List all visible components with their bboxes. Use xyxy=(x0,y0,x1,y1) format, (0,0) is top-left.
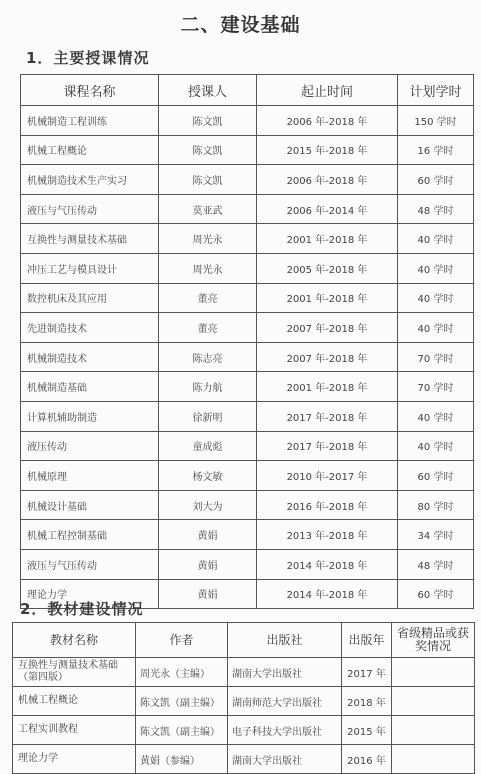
courses-cell: 机械工程概论 xyxy=(21,135,159,165)
courses-cell: 16 学时 xyxy=(398,135,474,165)
courses-cell: 2001 年-2018 年 xyxy=(257,224,398,254)
books-cell: 黄娟（参编） xyxy=(136,745,228,774)
courses-cell: 液压与气压传动 xyxy=(21,549,159,579)
books-cell: 湖南师范大学出版社 xyxy=(228,687,342,716)
courses-cell: 机械制造基础 xyxy=(21,372,159,402)
courses-cell: 陈文凯 xyxy=(159,106,257,136)
books-cell: 机械工程概论 xyxy=(13,687,136,716)
courses-cell: 徐新明 xyxy=(159,401,257,431)
table-row xyxy=(21,165,474,195)
courses-cell: 2017 年-2018 年 xyxy=(257,401,398,431)
books-cell: 理论力学 xyxy=(13,745,136,774)
courses-cell: 刘大为 xyxy=(159,490,257,520)
table-row xyxy=(21,224,474,254)
page-title: 二、建设基础 xyxy=(180,14,301,36)
courses-cell: 2016 年-2018 年 xyxy=(257,490,398,520)
books-header-0: 教材名称 xyxy=(13,623,136,658)
books-cell: 湖南大学出版社 xyxy=(228,745,342,774)
courses-cell: 2005 年-2018 年 xyxy=(257,253,398,283)
books-header-row xyxy=(13,623,475,658)
books-cell: 互换性与测量技术基础（第四版） xyxy=(13,658,136,687)
table-row xyxy=(21,253,474,283)
books-cell: 2017 年 xyxy=(342,658,392,687)
courses-cell: 陈文凯 xyxy=(159,165,257,195)
table-row xyxy=(21,549,474,579)
books-cell xyxy=(392,687,475,716)
courses-cell: 2010 年-2017 年 xyxy=(257,461,398,491)
courses-cell: 董亮 xyxy=(159,283,257,313)
books-cell xyxy=(392,716,475,745)
courses-cell: 液压与气压传动 xyxy=(21,194,159,224)
table-row xyxy=(21,490,474,520)
books-cell: 陈文凯（副主编） xyxy=(136,687,228,716)
courses-cell: 机械制造工程训练 xyxy=(21,106,159,136)
courses-cell: 40 学时 xyxy=(398,313,474,343)
courses-cell: 董亮 xyxy=(159,313,257,343)
courses-cell: 40 学时 xyxy=(398,401,474,431)
books-header-1: 作者 xyxy=(136,623,228,658)
courses-header-row xyxy=(21,75,474,106)
table-row xyxy=(21,106,474,136)
courses-cell: 黄娟 xyxy=(159,579,257,609)
books-cell: 2016 年 xyxy=(342,745,392,774)
books-header-3: 出版年 xyxy=(342,623,392,658)
table-row xyxy=(21,520,474,550)
courses-cell: 70 学时 xyxy=(398,372,474,402)
courses-cell: 2013 年-2018 年 xyxy=(257,520,398,550)
courses-cell: 黄娟 xyxy=(159,549,257,579)
books-cell: 2015 年 xyxy=(342,716,392,745)
courses-cell: 周光永 xyxy=(159,224,257,254)
books-header-4: 省级精品或获奖情况 xyxy=(392,623,475,658)
courses-cell: 机械制造技术生产实习 xyxy=(21,165,159,195)
courses-cell: 80 学时 xyxy=(398,490,474,520)
courses-cell: 2007 年-2018 年 xyxy=(257,313,398,343)
table-row xyxy=(21,461,474,491)
courses-cell: 2006 年-2018 年 xyxy=(257,106,398,136)
courses-table xyxy=(20,74,474,609)
table-row xyxy=(21,372,474,402)
courses-cell: 机械设计基础 xyxy=(21,490,159,520)
courses-cell: 理论力学 xyxy=(21,579,159,609)
courses-cell: 60 学时 xyxy=(398,579,474,609)
courses-header-3: 计划学时 xyxy=(398,75,474,106)
books-table xyxy=(12,622,475,774)
courses-cell: 陈力航 xyxy=(159,372,257,402)
courses-header-2: 起止时间 xyxy=(257,75,398,106)
courses-cell: 48 学时 xyxy=(398,549,474,579)
table-row xyxy=(21,431,474,461)
courses-cell: 2014 年-2018 年 xyxy=(257,579,398,609)
courses-cell: 先进制造技术 xyxy=(21,313,159,343)
courses-cell: 数控机床及其应用 xyxy=(21,283,159,313)
courses-cell: 2001 年-2018 年 xyxy=(257,372,398,402)
courses-cell: 机械制造技术 xyxy=(21,342,159,372)
courses-cell: 70 学时 xyxy=(398,342,474,372)
books-cell: 2018 年 xyxy=(342,687,392,716)
table-row xyxy=(21,342,474,372)
courses-cell: 34 学时 xyxy=(398,520,474,550)
courses-cell: 周光永 xyxy=(159,253,257,283)
table-row xyxy=(13,687,475,716)
courses-cell: 40 学时 xyxy=(398,253,474,283)
books-cell: 周光永（主编） xyxy=(136,658,228,687)
courses-cell: 2001 年-2018 年 xyxy=(257,283,398,313)
table-row xyxy=(21,135,474,165)
courses-cell: 60 学时 xyxy=(398,461,474,491)
books-cell: 电子科技大学出版社 xyxy=(228,716,342,745)
courses-cell: 童成彪 xyxy=(159,431,257,461)
courses-cell: 互换性与测量技术基础 xyxy=(21,224,159,254)
table-row xyxy=(21,401,474,431)
table-row xyxy=(21,313,474,343)
courses-header-0: 课程名称 xyxy=(21,75,159,106)
courses-cell: 杨文敏 xyxy=(159,461,257,491)
table-row xyxy=(13,658,475,687)
courses-heading: 1．主要授课情况 xyxy=(26,49,150,67)
courses-cell: 2006 年-2014 年 xyxy=(257,194,398,224)
courses-cell: 2014 年-2018 年 xyxy=(257,549,398,579)
courses-cell: 150 学时 xyxy=(398,106,474,136)
courses-cell: 2015 年-2018 年 xyxy=(257,135,398,165)
courses-cell: 40 学时 xyxy=(398,431,474,461)
table-row xyxy=(21,283,474,313)
courses-cell: 液压传动 xyxy=(21,431,159,461)
courses-cell: 2007 年-2018 年 xyxy=(257,342,398,372)
courses-cell: 40 学时 xyxy=(398,224,474,254)
table-row xyxy=(13,716,475,745)
courses-cell: 机械原理 xyxy=(21,461,159,491)
courses-cell: 冲压工艺与模具设计 xyxy=(21,253,159,283)
table-row xyxy=(21,194,474,224)
table-row xyxy=(13,745,475,774)
books-cell xyxy=(392,658,475,687)
books-cell: 湖南大学出版社 xyxy=(228,658,342,687)
courses-cell: 48 学时 xyxy=(398,194,474,224)
courses-header-1: 授课人 xyxy=(159,75,257,106)
books-cell: 陈文凯（副主编） xyxy=(136,716,228,745)
books-heading: 2．教材建设情况 xyxy=(20,600,144,618)
courses-cell: 计算机辅助制造 xyxy=(21,401,159,431)
courses-cell: 60 学时 xyxy=(398,165,474,195)
courses-cell: 2017 年-2018 年 xyxy=(257,431,398,461)
courses-cell: 40 学时 xyxy=(398,283,474,313)
courses-cell: 莫亚武 xyxy=(159,194,257,224)
courses-cell: 机械工程控制基础 xyxy=(21,520,159,550)
books-cell: 工程实训教程 xyxy=(13,716,136,745)
books-cell xyxy=(392,745,475,774)
courses-cell: 2006 年-2018 年 xyxy=(257,165,398,195)
courses-cell: 陈文凯 xyxy=(159,135,257,165)
courses-cell: 黄娟 xyxy=(159,520,257,550)
courses-cell: 陈志亮 xyxy=(159,342,257,372)
books-header-2: 出版社 xyxy=(228,623,342,658)
